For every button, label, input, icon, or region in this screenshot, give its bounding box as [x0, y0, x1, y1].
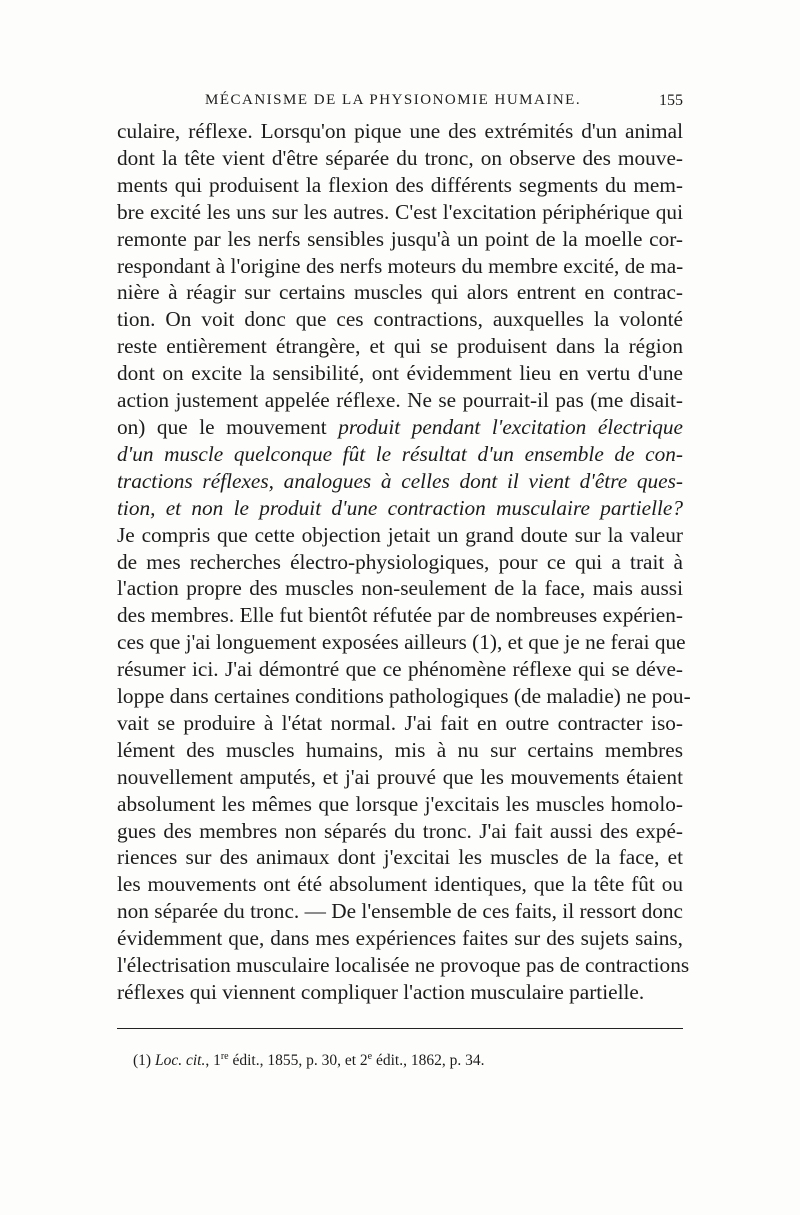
text-line: l'action propre des muscles non-seulement de la face, mais aussi: [117, 576, 683, 601]
running-title: MÉCANISME DE LA PHYSIONOMIE HUMAINE.: [205, 92, 582, 108]
edition-1-superscript: re: [220, 1050, 229, 1062]
text-line: ments qui produisent la flexion des différents segments du mem-: [117, 172, 683, 197]
footnote-marker: (1): [133, 1051, 152, 1069]
text-segment: on) que le mouvement: [117, 414, 327, 439]
text-line: nouvellement amputés, et j'ai prouvé que les mouvements étaient: [117, 764, 683, 789]
text-line: nière à réagir sur certains muscles qui alors entrent en contrac-: [117, 280, 683, 305]
text-line: vait se produire à l'état normal. J'ai fait en outre contracter iso-: [117, 710, 683, 735]
edition-2-number: 2: [359, 1051, 368, 1069]
running-header: [117, 92, 683, 116]
text-line: évidemment que, dans mes expériences faites sur des sujets sains,: [117, 926, 683, 951]
text-line: réflexes qui viennent compliquer l'action musculaire partielle.: [117, 980, 645, 1004]
text-line: dont on excite la sensibilité, ont évidemment lieu en vertu d'une: [117, 361, 683, 386]
text-line: loppe dans certaines conditions pathologiques (de maladie) ne pou-: [117, 684, 691, 709]
italic-line: d'un muscle quelconque fût le résultat d'un ensemble de con-: [117, 441, 683, 466]
italic-line: tion, et non le produit d'une contraction musculaire partielle?: [117, 495, 683, 520]
text-line: de mes recherches électro-physiologiques, pour ce qui a trait à: [117, 549, 683, 574]
edition-1-detail: édit., 1855, p. 30, et: [232, 1051, 357, 1069]
book-page: [117, 92, 691, 1071]
footnote-reference: Loc. cit.: [154, 1051, 206, 1069]
text-line: gues des membres non séparés du tronc. J'ai fait aussi des expé-: [117, 818, 683, 843]
text-line: reste entièrement étrangère, et qui se produisent dans la région: [117, 334, 683, 359]
text-line: riences sur des animaux dont j'excitai les muscles de la face, et: [117, 845, 683, 870]
page-number: 155: [659, 92, 683, 109]
text-line: dont la tête vient d'être séparée du tronc, on observe des mouve-: [117, 145, 683, 170]
edition-2-detail: édit., 1862, p. 34.: [376, 1051, 485, 1069]
text-line: non séparée du tronc. — De l'ensemble de ces faits, il ressort donc: [117, 899, 683, 924]
text-line-mixed: [117, 414, 683, 441]
edition-1-number: 1: [213, 1051, 221, 1069]
italic-line: tractions réflexes, analogues à celles dont il vient d'être ques-: [117, 468, 683, 493]
footnote: (1) Loc. cit., 1re édit., 1855, p. 30, et 2e édit., 1862, p. 34.: [133, 1050, 485, 1069]
text-line: culaire, réflexe. Lorsqu'on pique une des extrémités d'un animal: [117, 119, 683, 143]
text-line: action justement appelée réflexe. Ne se pourrait-il pas (me disait-: [117, 388, 683, 413]
body-text: [117, 118, 691, 1006]
text-line: les mouvements ont été absolument identiques, que la tête fût ou: [117, 872, 683, 897]
text-line: l'électrisation musculaire localisée ne provoque pas de contractions: [117, 953, 690, 978]
edition-2-superscript: e: [367, 1050, 373, 1062]
text-line: des membres. Elle fut bientôt réfutée par de nombreuses expérien-: [117, 603, 683, 628]
text-line: Je compris que cette objection jetait un grand doute sur la valeur: [117, 522, 683, 547]
text-line: lément des muscles humains, mis à nu sur certains membres: [117, 737, 683, 762]
text-line: absolument les mêmes que lorsque j'excitais les muscles homolo-: [117, 791, 683, 816]
text-line: résumer ici. J'ai démontré que ce phénomène réflexe qui se déve-: [117, 657, 683, 682]
text-line: respondant à l'origine des nerfs moteurs du membre excité, de ma-: [117, 253, 684, 278]
footnote-divider: [117, 1028, 683, 1029]
text-line: tion. On voit donc que ces contractions, auxquelles la volonté: [117, 307, 683, 332]
text-line: ces que j'ai longuement exposées ailleurs (1), et que je ne ferai que: [117, 630, 686, 655]
text-line: bre excité les uns sur les autres. C'est l'excitation périphérique qui: [117, 199, 683, 224]
italic-segment: produit pendant l'excitation électrique: [338, 414, 683, 439]
text-line: remonte par les nerfs sensibles jusqu'à un point de la moelle cor-: [117, 226, 683, 251]
